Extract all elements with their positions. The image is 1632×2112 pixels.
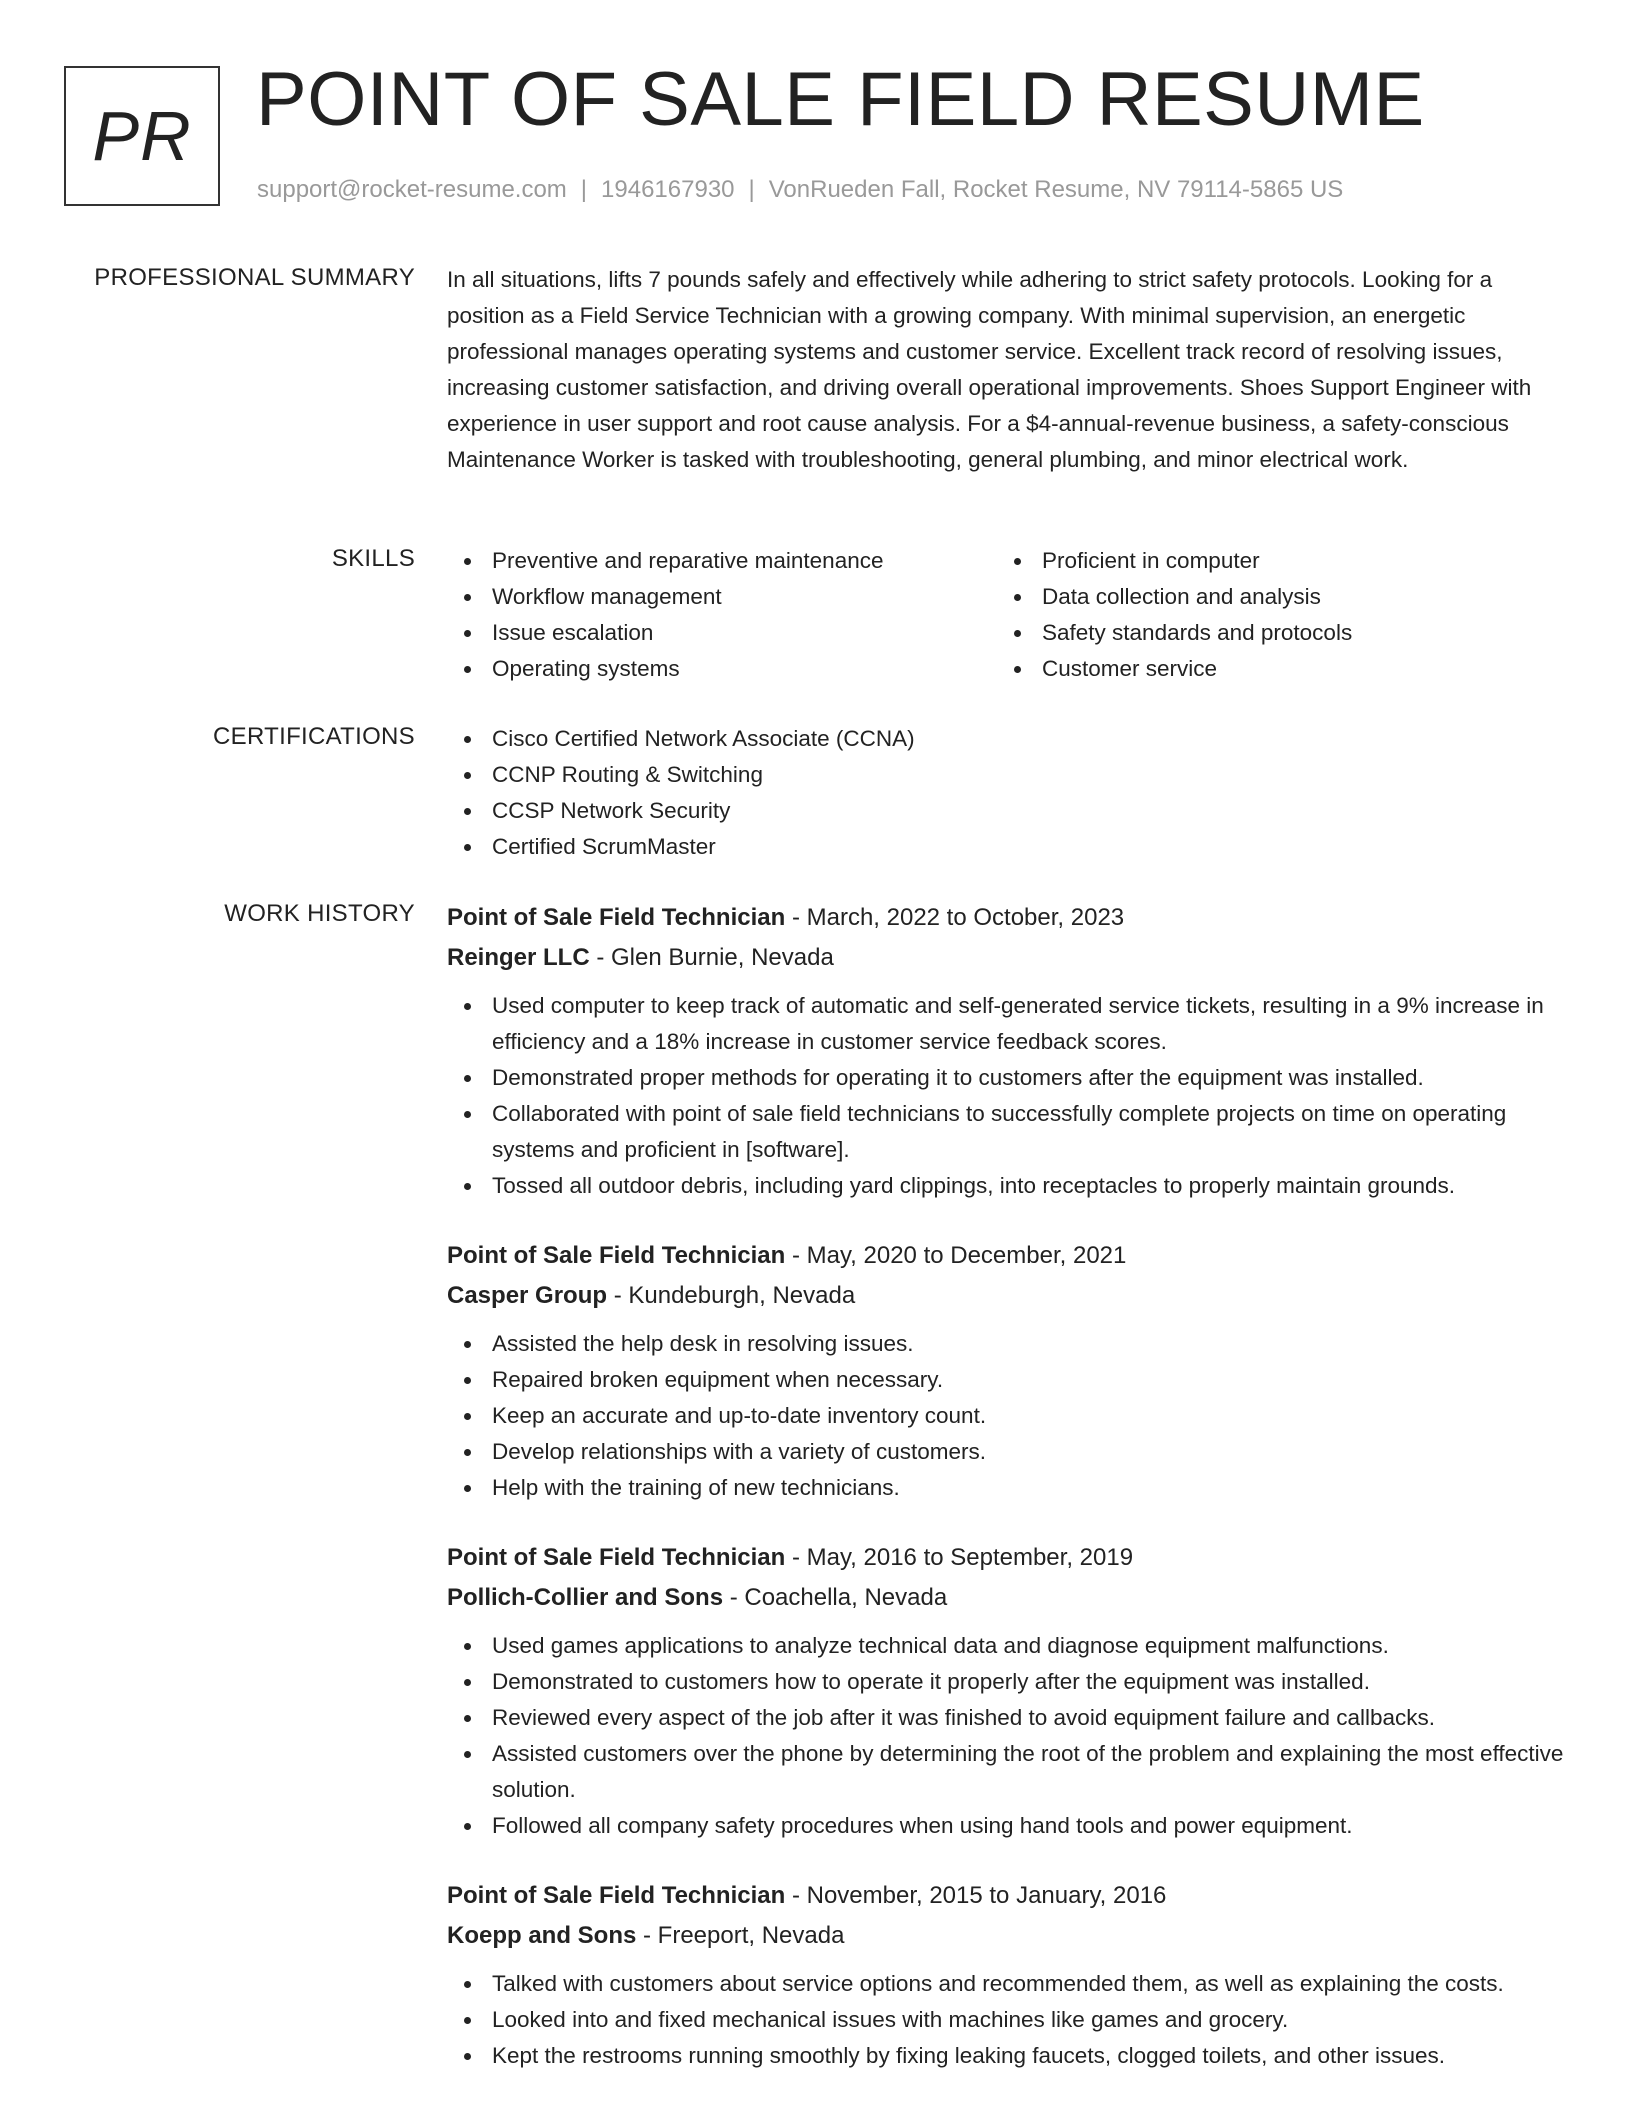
summary-text: In all situations, lifts 7 pounds safely and effectively while adhering to strict safety protocols. Looking for a position as a Field Service Technician with a growing company. With minimal supervision, an energetic professional manages operating systems and customer service. Excellent track record of resolving issues, increasing customer satisfaction, and driving overall operational improvements. Shoes Support Engineer with experience in user support and root cause analysis. For a $4-annual-revenue business, a safety-conscious Maintenance Worker is tasked with troubleshooting, general plumbing, and minor electrical work.	[447, 267, 1532, 472]
job-title-line	[447, 1538, 1567, 1578]
job-title: Point of Sale Field Technician	[447, 1882, 786, 1909]
skills-list-right	[997, 543, 1547, 687]
job-entry	[447, 1538, 1567, 1844]
job-company: Koepp and Sons	[447, 1922, 637, 1949]
list-item: Proficient in computer	[997, 543, 1547, 579]
list-item: Looked into and fixed mechanical issues with machines like games and grocery.	[447, 2002, 1567, 2038]
certifications-body	[447, 721, 1567, 865]
job-dates: - May, 2020 to December, 2021	[785, 1242, 1127, 1269]
list-item: Data collection and analysis	[997, 579, 1547, 615]
list-item: Kept the restrooms running smoothly by fixing leaking faucets, clogged toilets, and other issues.	[447, 2038, 1567, 2074]
skills-list-left	[447, 543, 997, 687]
job-company: Reinger LLC	[447, 944, 590, 971]
job-location: - Kundeburgh, Nevada	[607, 1282, 856, 1309]
list-item: Used computer to keep track of automatic and self-generated service tickets, resulting in a 9% increase in efficiency and a 18% increase in customer service feedback scores.	[447, 988, 1567, 1060]
job-bullets	[447, 1966, 1567, 2074]
job-entry	[447, 1236, 1567, 1506]
section-label-certifications: CERTIFICATIONS	[213, 723, 415, 750]
list-item: Keep an accurate and up-to-date inventory count.	[447, 1398, 1567, 1434]
list-item: Used games applications to analyze technical data and diagnose equipment malfunctions.	[447, 1628, 1567, 1664]
list-item: Assisted customers over the phone by determining the root of the problem and explaining the most effective solution.	[447, 1736, 1567, 1808]
list-item: Demonstrated to customers how to operate it properly after the equipment was installed.	[447, 1664, 1567, 1700]
job-dates: - March, 2022 to October, 2023	[785, 904, 1125, 931]
list-item: Talked with customers about service options and recommended them, as well as explaining the costs.	[447, 1966, 1567, 2002]
list-item: Reviewed every aspect of the job after it was finished to avoid equipment failure and callbacks.	[447, 1700, 1567, 1736]
list-item: Tossed all outdoor debris, including yard clippings, into receptacles to properly maintain grounds.	[447, 1168, 1567, 1204]
list-item: Customer service	[997, 651, 1547, 687]
section-label-summary: PROFESSIONAL SUMMARY	[94, 264, 415, 291]
list-item: Assisted the help desk in resolving issues.	[447, 1326, 1567, 1362]
list-item: Workflow management	[447, 579, 997, 615]
list-item: Operating systems	[447, 651, 997, 687]
job-title-line	[447, 1236, 1567, 1276]
contact-address: VonRueden Fall, Rocket Resume, NV 79114-5865 US	[768, 176, 1344, 203]
list-item: Develop relationships with a variety of customers.	[447, 1434, 1567, 1470]
certifications-list	[447, 721, 1567, 865]
job-entry	[447, 1876, 1567, 2074]
job-title-line	[447, 898, 1567, 938]
monogram-initials: PR	[92, 97, 192, 175]
job-title: Point of Sale Field Technician	[447, 1544, 786, 1571]
job-entry	[447, 898, 1567, 1204]
job-dates: - May, 2016 to September, 2019	[785, 1544, 1134, 1571]
job-location: - Freeport, Nevada	[636, 1922, 845, 1949]
contact-email[interactable]: support@rocket-resume.com	[257, 176, 567, 203]
job-dates: - November, 2015 to January, 2016	[785, 1882, 1167, 1909]
job-company: Casper Group	[447, 1282, 608, 1309]
job-company-line	[447, 1578, 1567, 1618]
list-item: CCNP Routing & Switching	[447, 757, 1567, 793]
job-company-line	[447, 1916, 1567, 1956]
list-item: Certified ScrumMaster	[447, 829, 1567, 865]
job-bullets	[447, 1628, 1567, 1844]
contact-separator: |	[748, 176, 755, 203]
list-item: Issue escalation	[447, 615, 997, 651]
skills-body	[447, 543, 1567, 687]
job-bullets	[447, 1326, 1567, 1506]
list-item: Safety standards and protocols	[997, 615, 1547, 651]
list-item: Preventive and reparative maintenance	[447, 543, 997, 579]
job-location: - Coachella, Nevada	[723, 1584, 948, 1611]
resume-title: POINT OF SALE FIELD RESUME	[256, 57, 1425, 142]
monogram-box	[64, 66, 220, 206]
section-label-work-history: WORK HISTORY	[224, 900, 415, 927]
job-title: Point of Sale Field Technician	[447, 1242, 786, 1269]
job-title-line	[447, 1876, 1567, 1916]
list-item: CCSP Network Security	[447, 793, 1567, 829]
list-item: Cisco Certified Network Associate (CCNA)	[447, 721, 1567, 757]
work-history-body	[447, 898, 1567, 2106]
contact-phone[interactable]: 1946167930	[601, 176, 735, 203]
list-item: Demonstrated proper methods for operating it to customers after the equipment was installed.	[447, 1060, 1567, 1096]
job-location: - Glen Burnie, Nevada	[589, 944, 834, 971]
job-company-line	[447, 1276, 1567, 1316]
contact-separator: |	[580, 176, 588, 203]
job-title: Point of Sale Field Technician	[447, 904, 786, 931]
job-company: Pollich-Collier and Sons	[447, 1584, 724, 1611]
job-company-line	[447, 938, 1567, 978]
section-label-skills: SKILLS	[331, 545, 415, 572]
list-item: Followed all company safety procedures when using hand tools and power equipment.	[447, 1808, 1567, 1844]
contact-line	[257, 174, 1343, 206]
list-item: Collaborated with point of sale field technicians to successfully complete projects on time on operating systems and proficient in [software].	[447, 1096, 1567, 1168]
list-item: Help with the training of new technicians.	[447, 1470, 1567, 1506]
list-item: Repaired broken equipment when necessary.	[447, 1362, 1567, 1398]
job-bullets	[447, 988, 1567, 1204]
